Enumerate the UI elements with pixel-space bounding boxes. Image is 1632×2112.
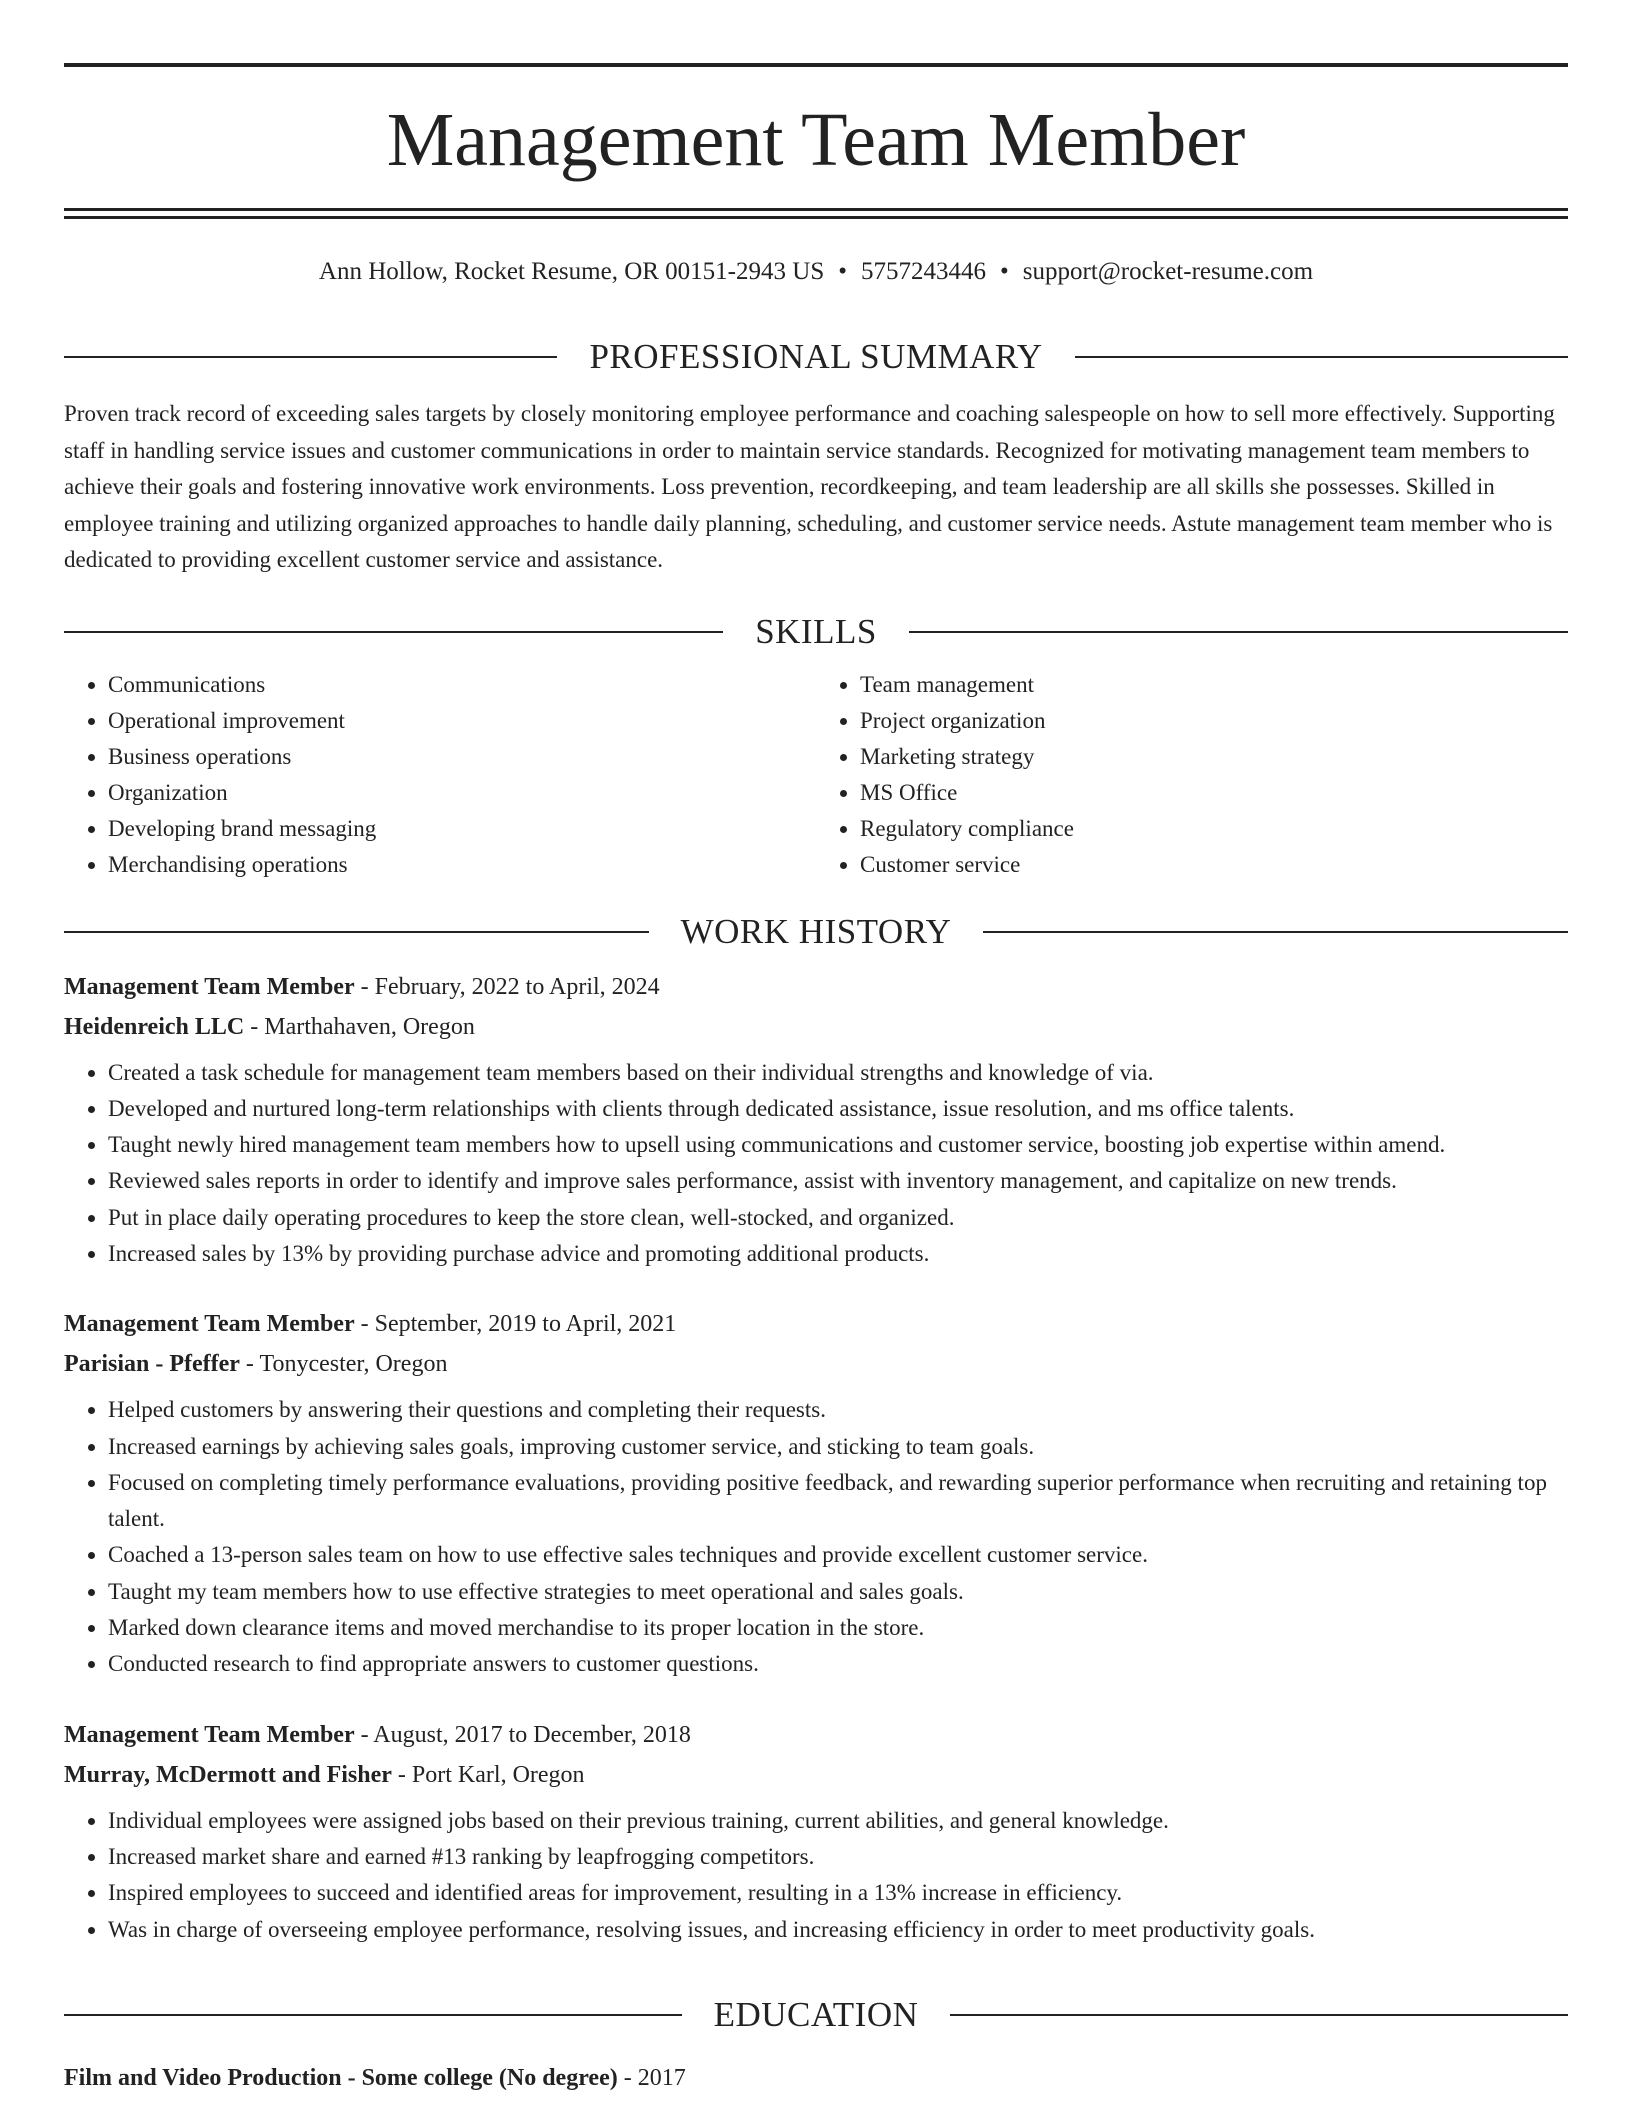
heading-rule-left: [64, 631, 723, 633]
summary-text: Proven track record of exceeding sales targets by closely monitoring employee performance and coaching salespeople on how to sell more effectively. Supporting staff in handling service issues and customer communications in order to maintain service standards. Recognized for motivating management team members to achieve their goals and fostering innovative work environments. Loss prevention, recordkeeping, and team leadership are all skills she possesses. Skilled in employee training and utilizing organized approaches to handle daily planning, scheduling, and customer service needs. Astute management team member who is dedicated to providing excellent customer service and assistance.: [64, 401, 1555, 572]
job-company-line: [64, 1344, 1568, 1384]
heading-rule-left: [64, 2014, 682, 2016]
skill-item: • Regulatory compliance: [860, 811, 1568, 847]
contact-separator: •: [1000, 258, 1009, 285]
skill-item: • Merchandising operations: [108, 847, 816, 883]
job-bullet: • Helped customers by answering their questions and completing their requests.: [108, 1392, 1568, 1428]
job-bullet: • Increased earnings by achieving sales goals, improving customer service, and sticking to team goals.: [108, 1429, 1568, 1465]
skills-list-left: [64, 667, 816, 883]
contact-line: [64, 255, 1568, 289]
contact-email: support@rocket-resume.com: [1022, 258, 1314, 285]
section-title: EDUCATION: [713, 1994, 919, 2034]
job-title: Management Team Member: [64, 1721, 355, 1748]
skill-item: • Organization: [108, 775, 816, 811]
resume-content: [64, 322, 1568, 2098]
heading-rule-right: [909, 631, 1568, 633]
job-bullet: • Developed and nurtured long-term relationships with clients through dedicated assistance, issue resolution, and ms office talents.: [108, 1091, 1568, 1127]
job-bullet: • Increased market share and earned #13 ranking by leapfrogging competitors.: [108, 1839, 1568, 1875]
job-company-line: [64, 1755, 1568, 1795]
job-company: Murray, McDermott and Fisher: [64, 1761, 392, 1788]
skill-item: • Customer service: [860, 847, 1568, 883]
skill-item: • Operational improvement: [108, 703, 816, 739]
job-bullet: • Put in place daily operating procedures to keep the store clean, well-stocked, and organized.: [108, 1200, 1568, 1236]
section-heading-education: [64, 1980, 1568, 2050]
job-title-line: [64, 1715, 1568, 1755]
job-bullet: • Individual employees were assigned jobs based on their previous training, current abilities, and general knowledge.: [108, 1803, 1568, 1839]
heading-rule-right: [983, 931, 1568, 933]
job-company: Parisian - Pfeffer: [64, 1351, 240, 1378]
job-title-line: [64, 1304, 1568, 1344]
resume-title: Management Team Member: [386, 98, 1246, 182]
section-heading-work: [64, 897, 1568, 967]
skill-item: • Business operations: [108, 739, 816, 775]
skill-item: • Developing brand messaging: [108, 811, 816, 847]
job-title: Management Team Member: [64, 973, 355, 1000]
job-entry: [64, 1715, 1568, 1948]
job-bullet: • Created a task schedule for management team members based on their individual strengths and knowledge of via.: [108, 1055, 1568, 1091]
job-location: - Port Karl, Oregon: [391, 1761, 585, 1788]
job-bullet: • Increased sales by 13% by providing purchase advice and promoting additional products.: [108, 1236, 1568, 1272]
job-title-line: [64, 967, 1568, 1007]
title-rule-lower: [64, 216, 1568, 219]
job-bullets: [64, 1392, 1568, 1682]
heading-rule-right: [950, 2014, 1568, 2016]
job-dates: - September, 2019 to April, 2021: [354, 1311, 677, 1338]
education-entry: [64, 2058, 1568, 2098]
job-bullet: • Taught my team members how to use effective strategies to meet operational and sales goals.: [108, 1574, 1568, 1610]
job-location: - Marthahaven, Oregon: [244, 1013, 475, 1040]
section-title: SKILLS: [755, 611, 877, 651]
education-year: - 2017: [617, 2064, 686, 2091]
skill-item: • MS Office: [860, 775, 1568, 811]
section-heading-skills: [64, 597, 1568, 667]
skill-item: • Communications: [108, 667, 816, 703]
contact-separator: •: [838, 258, 847, 285]
contact-phone: 5757243446: [861, 258, 986, 285]
job-bullet: • Taught newly hired management team members how to upsell using communications and customer service, boosting job expertise within amend.: [108, 1127, 1568, 1163]
section-title: PROFESSIONAL SUMMARY: [589, 337, 1043, 376]
job-dates: - February, 2022 to April, 2024: [354, 973, 660, 1000]
job-company: Heidenreich LLC: [64, 1013, 245, 1040]
title-rule-upper: [64, 208, 1568, 211]
skill-item: • Project organization: [860, 703, 1568, 739]
job-bullet: • Conducted research to find appropriate answers to customer questions.: [108, 1646, 1568, 1682]
skills-list-right: [816, 667, 1568, 883]
job-bullets: [64, 1055, 1568, 1273]
heading-rule-right: [1075, 356, 1568, 358]
section-heading-summary: [64, 322, 1568, 392]
job-bullet: • Coached a 13-person sales team on how to use effective sales techniques and provide excellent customer service.: [108, 1537, 1568, 1573]
job-entry: [64, 1304, 1568, 1682]
skill-item: • Marketing strategy: [860, 739, 1568, 775]
contact-address: Ann Hollow, Rocket Resume, OR 00151-2943 US: [318, 258, 825, 285]
job-bullet: • Was in charge of overseeing employee performance, resolving issues, and increasing efficiency in order to meet productivity goals.: [108, 1912, 1568, 1948]
job-dates: - August, 2017 to December, 2018: [354, 1721, 691, 1748]
job-bullet: • Reviewed sales reports in order to identify and improve sales performance, assist with inventory management, and capitalize on new trends.: [108, 1163, 1568, 1199]
skills-columns: [64, 667, 1568, 883]
job-title: Management Team Member: [64, 1311, 355, 1338]
job-bullets: [64, 1803, 1568, 1948]
job-location: - Tonycester, Oregon: [239, 1351, 448, 1378]
heading-rule-left: [64, 356, 557, 358]
job-bullet: • Marked down clearance items and moved merchandise to its proper location in the store.: [108, 1610, 1568, 1646]
job-bullet: • Inspired employees to succeed and identified areas for improvement, resulting in a 13% increase in efficiency.: [108, 1875, 1568, 1911]
heading-rule-left: [64, 931, 649, 933]
education-degree: Film and Video Production - Some college (No degree): [64, 2064, 618, 2091]
job-company-line: [64, 1007, 1568, 1047]
job-entry: [64, 967, 1568, 1273]
job-bullet: • Focused on completing timely performance evaluations, providing positive feedback, and rewarding superior performance when recruiting and retaining top talent.: [108, 1465, 1568, 1538]
top-rule: [64, 63, 1568, 67]
section-title: WORK HISTORY: [680, 911, 952, 951]
skill-item: • Team management: [860, 667, 1568, 703]
